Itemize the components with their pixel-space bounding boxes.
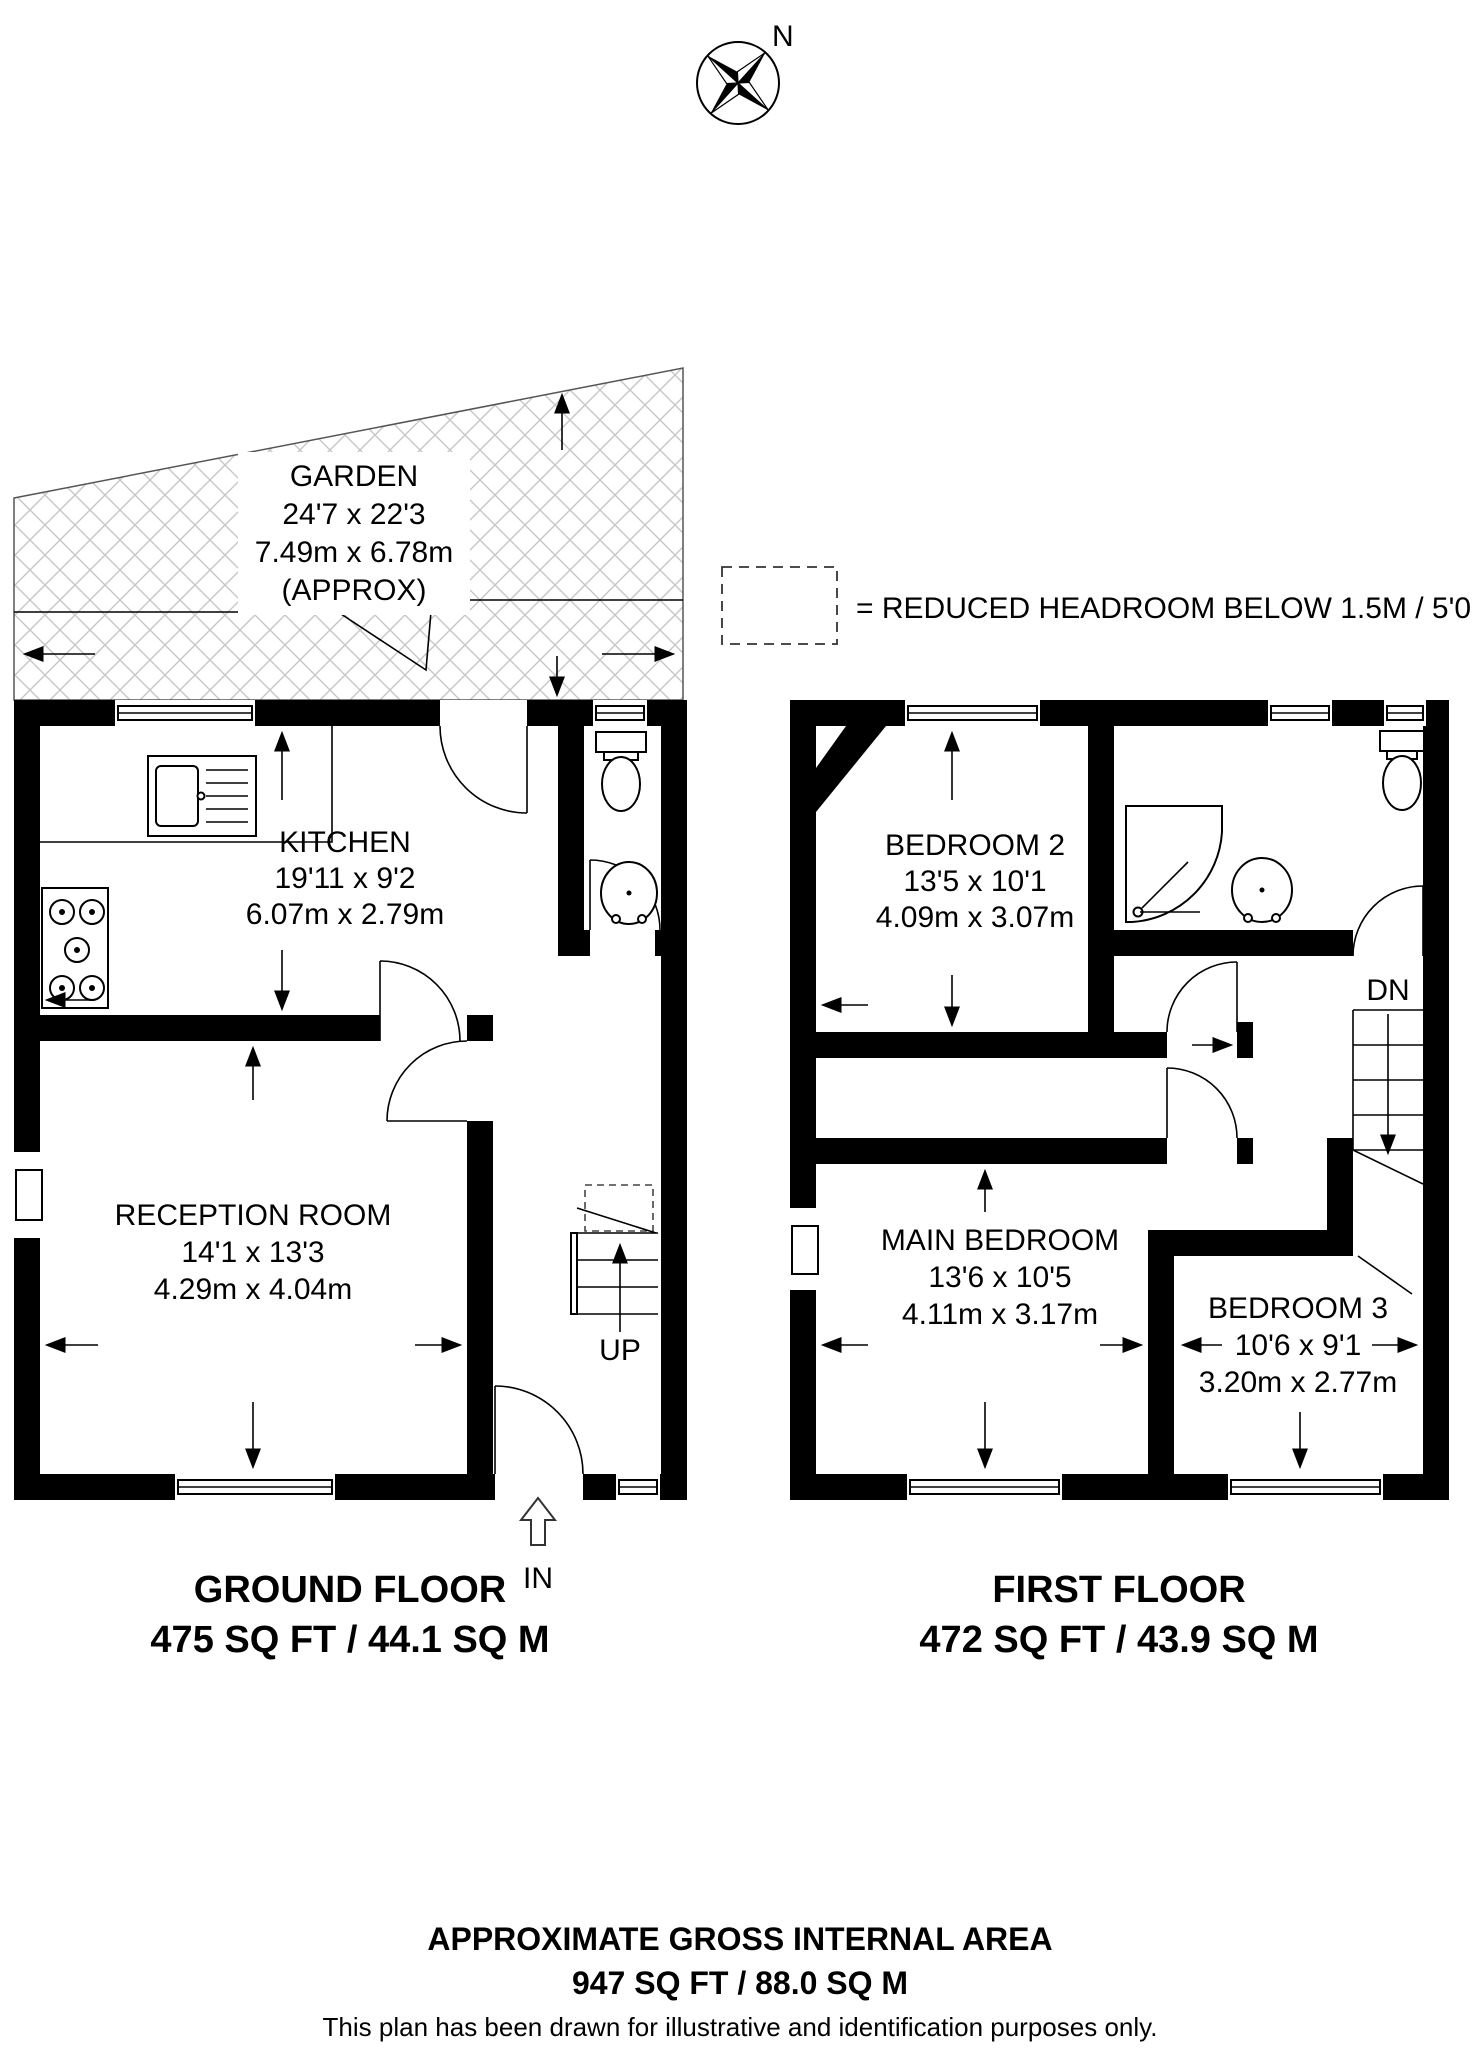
gross-area-title: APPROXIMATE GROSS INTERNAL AREA [427, 1921, 1053, 1957]
entrance-arrow-icon [521, 1498, 555, 1595]
window [616, 1474, 660, 1500]
window [1228, 1474, 1383, 1500]
svg-text:BEDROOM 3: BEDROOM 3 [1207, 1292, 1389, 1325]
door-swing [1167, 1068, 1237, 1164]
first-floor-plan [790, 700, 1449, 1500]
shower-icon [1126, 806, 1222, 922]
toilet-icon [1380, 731, 1424, 810]
window [1268, 700, 1332, 726]
footer [323, 1921, 1158, 2042]
svg-text:MAIN BEDROOM: MAIN BEDROOM [880, 1224, 1120, 1257]
stairs-up-label: UP [599, 1334, 641, 1367]
sink-icon [148, 756, 256, 836]
garden-dims-metric: 7.49m x 6.78m [254, 536, 454, 569]
stairs-down-label: DN [1366, 974, 1410, 1007]
door-swing [380, 961, 460, 1041]
svg-text:10'6 x 9'1: 10'6 x 9'1 [1234, 1329, 1362, 1362]
entrance-label: IN [523, 1562, 553, 1595]
window [175, 1474, 335, 1500]
door-swing [1167, 962, 1237, 1058]
staircase-up [571, 1185, 658, 1367]
room-label-bedroom3 [1199, 1292, 1397, 1399]
garden-name: GARDEN [289, 460, 419, 493]
window [593, 700, 647, 726]
reduced-headroom-swatch [722, 567, 837, 644]
stove-icon [42, 888, 108, 1008]
svg-text:13'5 x 10'1: 13'5 x 10'1 [903, 865, 1047, 898]
window [907, 1474, 1062, 1500]
window [115, 700, 255, 726]
floor-titles [150, 1569, 1318, 1661]
legend-label: = REDUCED HEADROOM BELOW 1.5M / 5'0 [856, 592, 1472, 625]
toilet-icon [596, 732, 646, 811]
garden-approx-note: (APPROX) [281, 574, 427, 607]
garden-dims-imperial: 24'7 x 22'3 [282, 498, 426, 531]
reduced-headroom-zone [585, 1185, 653, 1231]
svg-text:RECEPTION ROOM: RECEPTION ROOM [114, 1199, 392, 1232]
ground-floor-area: 475 SQ FT / 44.1 SQ M [150, 1619, 550, 1661]
room-label-main-bedroom [881, 1224, 1119, 1331]
compass-icon [680, 20, 796, 141]
legend [722, 567, 1471, 644]
chimney-diagonal [816, 726, 886, 812]
first-floor-area: 472 SQ FT / 43.9 SQ M [919, 1619, 1319, 1661]
svg-text:3.20m x 2.77m: 3.20m x 2.77m [1198, 1366, 1398, 1399]
room-label-bedroom2 [876, 829, 1074, 934]
svg-text:6.07m x 2.79m: 6.07m x 2.79m [245, 898, 445, 931]
ground-floor-plan [14, 700, 687, 1595]
garden-area [14, 368, 683, 700]
window [1384, 700, 1426, 726]
fireplace-icon [14, 1152, 42, 1238]
staircase-down [1353, 974, 1423, 1184]
fireplace-icon [790, 1208, 818, 1290]
window [905, 700, 1040, 726]
svg-text:BEDROOM 2: BEDROOM 2 [884, 829, 1066, 862]
svg-text:KITCHEN: KITCHEN [279, 826, 411, 859]
door-swing [440, 700, 527, 813]
basin-icon [601, 862, 657, 924]
room-label-reception [115, 1199, 392, 1306]
door-swing [495, 1386, 583, 1500]
gross-area-value: 947 SQ FT / 88.0 SQ M [571, 1965, 909, 2001]
svg-text:13'6 x 10'5: 13'6 x 10'5 [928, 1261, 1072, 1294]
svg-text:14'1 x 13'3: 14'1 x 13'3 [181, 1236, 325, 1269]
first-floor-title: FIRST FLOOR [992, 1569, 1246, 1611]
door-swing [1353, 886, 1423, 956]
door-swing [1353, 1230, 1423, 1294]
ground-floor-title: GROUND FLOOR [193, 1569, 507, 1611]
basin-icon [1232, 858, 1292, 922]
svg-text:4.29m x 4.04m: 4.29m x 4.04m [153, 1273, 353, 1306]
door-swing [387, 1041, 467, 1121]
svg-text:4.09m x 3.07m: 4.09m x 3.07m [875, 901, 1075, 934]
walls [14, 700, 687, 1500]
disclaimer-text: This plan has been drawn for illustrative and identification purposes only. [322, 2012, 1158, 2042]
compass-north-label: N [772, 20, 794, 53]
svg-text:4.11m x 3.17m: 4.11m x 3.17m [901, 1298, 1099, 1331]
svg-text:19'11 x 9'2: 19'11 x 9'2 [274, 862, 416, 895]
